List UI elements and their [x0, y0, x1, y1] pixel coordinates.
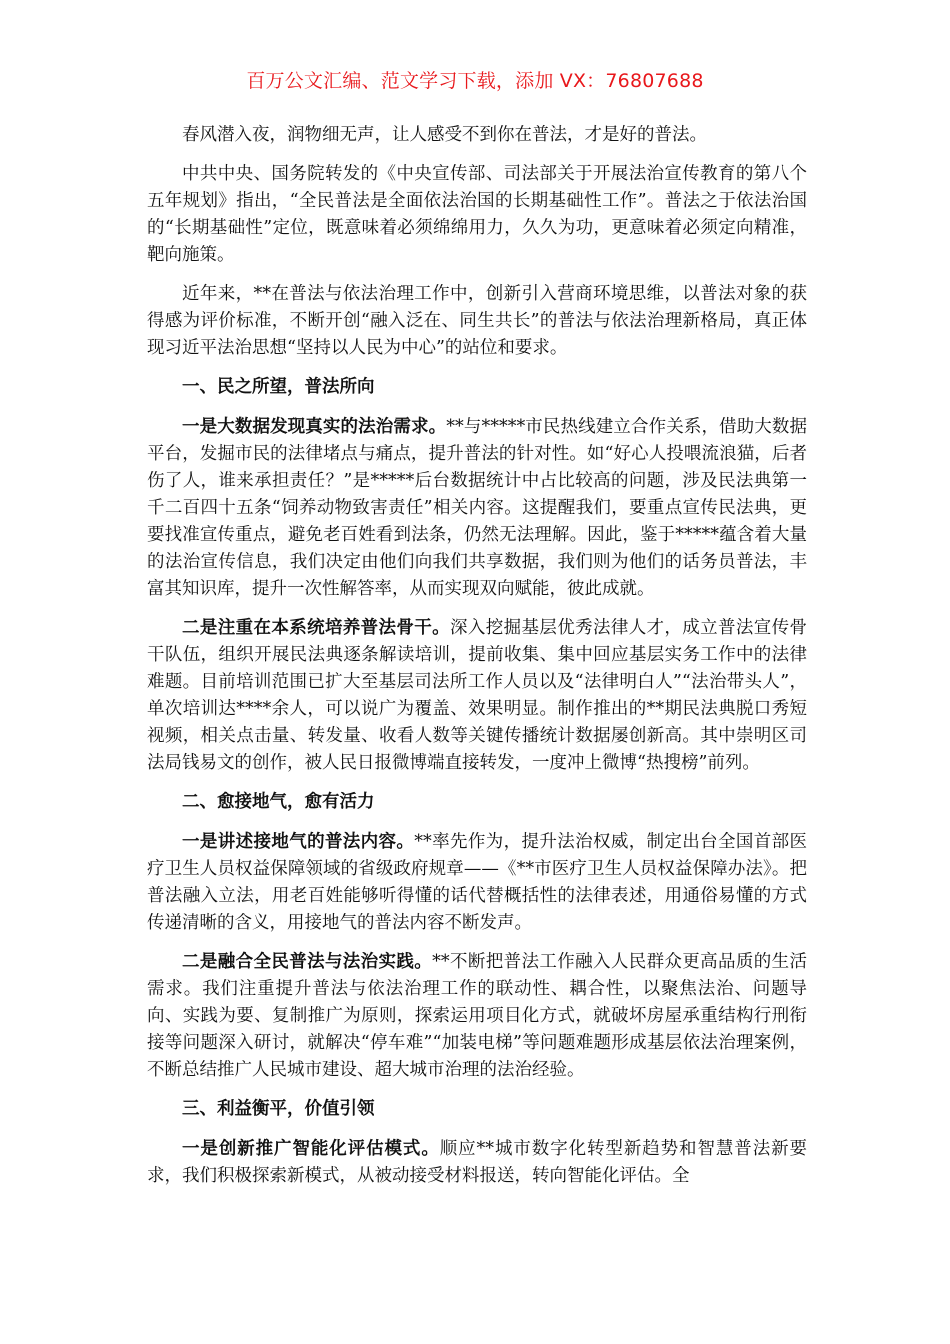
intro-paragraph: 春风潜入夜，润物细无声，让人感受不到你在普法，才是好的普法。 [182, 125, 707, 145]
paragraph: 中共中央、国务院转发的《中央宣传部、司法部关于开展法治宣传教育的第八个五年规划》指出，“全民普法是全面依法治国的长期基础性工作”。普法之于依法治国的“长期基础性”定位，既意味着必须绵绵用力，久久为功，更意味着必须定向精准，靶向施策。 [147, 164, 807, 265]
paragraph [147, 615, 807, 777]
paragraph-lead: 一是讲述接地气的普法内容。 [182, 832, 415, 852]
paragraph-text: **与*****市民热线建立合作关系，借助大数据平台，发掘市民的法律堵点与痛点，提升普法的针对性。如“好心人投喂流浪猫，后者伤了人，谁来承担责任？”是*****后台数据统计中占比较高的问题，涉及民法典第一千二百四十五条“饲养动物致害责任”相关内容。这提醒我们，要重点宣传民法典，更要找准宣传重点，避免老百姓看到法条，仍然无法理解。因此，鉴于*****蕴含着大量的法治宣传信息，我们决定由他们向我们共享数据，我们则为他们的话务员普法，丰富其知识库，提升一次性解答率，从而实现双向赋能，彼此成就。 [147, 417, 808, 599]
section-heading: 二、愈接地气，愈有活力 [182, 792, 375, 812]
paragraph-lead: 一是创新推广智能化评估模式。 [182, 1139, 440, 1159]
paragraph-text: **率先作为，提升法治权威，制定出台全国首部医疗卫生人员权益保障领域的省级政府规章——《**市医疗卫生人员权益保障办法》。把普法融入立法，用老百姓能够听得懂的话代替概括性的法律表述，用通俗易懂的方式传递清晰的含义，用接地气的普法内容不断发声。 [147, 832, 808, 933]
paragraph-text: 顺应**城市数字化转型新趋势和智慧普法新要求，我们积极探索新模式，从被动接受材料报送，转向智能化评估。全 [147, 1139, 808, 1186]
paragraph: 近年来，**在普法与依法治理工作中，创新引入营商环境思维，以普法对象的获得感为评价标准，不断开创“融入泛在、同生共长”的普法与依法治理新格局，真正体现习近平法治思想“坚持以人民为中心”的站位和要求。 [147, 284, 807, 358]
paragraph-lead: 一是大数据发现真实的法治需求。 [182, 417, 447, 437]
document-body [147, 122, 807, 1202]
paragraph-text: **不断把普法工作融入人民群众更高品质的生活需求。我们注重提升普法与依法治理工作的联动性、耦合性，以聚焦法治、问题导向、实践为要、复制推广为原则，探索运用项目化方式，就破坏房屋承重结构行刑衔接等问题深入研讨，就解决“停车难”“加装电梯”等问题难题形成基层依法治理案例，不断总结推广人民城市建设、超大城市治理的法治经验。 [147, 952, 808, 1080]
paragraph [147, 414, 807, 603]
paragraph [147, 949, 807, 1084]
paragraph-text: 深入挖掘基层优秀法律人才，成立普法宣传骨干队伍，组织开展民法典逐条解读培训，提前收集、集中回应基层实务工作中的法律难题。目前培训范围已扩大至基层司法所工作人员以及“法律明白人”“法治带头人”，单次培训达****余人，可以说广为覆盖、效果明显。制作推出的**期民法典脱口秀短视频，相关点击量、转发量、收看人数等关键传播统计数据屡创新高。其中崇明区司法局钱易文的创作，被人民日报微博端直接转发，一度冲上微博“热搜榜”前列。 [147, 618, 807, 773]
section-heading: 三、利益衡平，价值引领 [182, 1099, 375, 1119]
paragraph-lead: 二是注重在本系统培养普法骨干。 [182, 618, 451, 638]
paragraph-lead: 二是融合全民普法与法治实践。 [182, 952, 433, 972]
paragraph [147, 829, 807, 937]
paragraph [147, 1136, 807, 1190]
watermark-banner: 百万公文汇编、范文学习下载，添加 VX：76807688 [246, 70, 704, 92]
section-heading: 一、民之所望，普法所向 [182, 377, 375, 397]
